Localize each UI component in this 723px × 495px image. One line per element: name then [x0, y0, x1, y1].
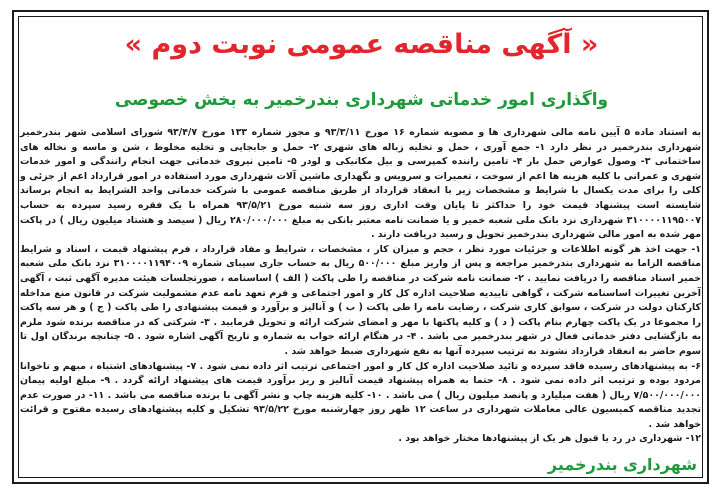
ad-paragraph-conditions-2: ۶- به پیشنهادهای رسیده فاقد سپرده و تائید صلاحیت اداره کل کار و امور اجتماعی ترتیب اثر داده نمی شود . ۷- پیشنهادهای اشتباه ، مبهم و ناخوانا مردود بوده و ترتیب اثر داده نمی شود . ۸- حتما به همراه پیشنهاد قیمت آنالیز و ریز برآورد قیمت های پیشنهاد ارائه گردد . ۹- مبلغ اولیه پیمان ۷/۵۰۰/۰۰۰/۰۰۰ ریال ( هفت میلیارد و پانصد میلیون ریال ) می باشد . ۱۰- کلیه هزینه چاپ و نشر آگهی با برنده مناقصه می باشد . ۱۱- در صورت عدم تجدید مناقصه کمیسیون عالی معاملات شهرداری در ساعت ۱۲ ظهر روز چهارشنبه مورخ ۹۳/۵/۲۲ تشکیل و کلیه پیشنهادهای رسیده مفتوح و قرائت خواهد شد . — [20, 360, 702, 430]
ad-body — [20, 126, 701, 447]
ad-paragraph-intro: به استناد ماده ۵ آیین نامه مالی شهرداری ها و مصوبه شماره ۱۶ مورخ ۹۳/۳/۱۱ و مجوز شماره ۱۳۳ مورخ ۹۳/۴/۷ شورای اسلامی شهر بندرخمیر شهرداری بندرخمیر در نظر دارد ۱- جمع آوری ، حمل و تخلیه زباله های شهری ۲- حمل و جابجایی و تخلیه مخلوط ، شن و ماسه و نخاله های ساختمانی ۳- وصول عوارض حمل بار ۴- تامین راننده کمپرسی و بیل مکانیکی و لودر ۵- تامین نیروی خدماتی جهت انجام رانندگی و امور خدمات شهری و عمرانی با کلیه هزینه ها اعم از سوخت ، تعمیرات و سرویس و نگهداری ماشین آلات شهرداری مورد استفاده در امور قرارداد اعم از جزئی و کلی را برای مدت یکسال با شرایط و مشخصات زیر با انعقاد قرارداد از طریق مناقصه عمومی با شرکت خدماتی واجد الشرایط به انجام برساند شایسته است پیشنهاد قیمت خود را حداکثر تا پایان وقت اداری روز سه شنبه مورخ ۹۳/۵/۲۱ همراه با یک فقره رسید سپرده به حساب ۳۱۰۰۰۰۱۱۹۵۰۰۷ شهرداری نزد بانک ملی شعبه خمیر و یا ضمانت نامه معتبر بانکی به مبلغ ۲۸۰/۰۰۰/۰۰۰ ریال ( سیصد و هشتاد میلیون ریال ) در پاکت مهر شده به امور مالی شهرداری بندرخمیر تحویل و رسید دریافت دارند . — [20, 127, 702, 241]
ad-signature: شهرداری بندرخمیر — [547, 455, 697, 474]
ad-paragraph-final: ۱۲- شهرداری در رد یا قبول هر یک از پیشنهادها مختار خواهد بود . — [398, 433, 701, 445]
ad-subtitle: واگذاری امور خدماتی شهرداری بندرخمیر به بخش خصوصی — [114, 90, 609, 110]
ad-title: « آگهی مناقصه عمومی نوبت دوم » — [124, 29, 599, 60]
ad-paragraph-conditions-1: ۱- جهت اخذ هر گونه اطلاعات و جزئیات مورد نظر ، حجم و میزان کار ، مشخصات ، شرایط و مفاد قرارداد ، فرم پیشنهاد قیمت ، اسناد و شرایط مناقصه الزاما به شهرداری بندرخمیر مراجعه و پس از واریز مبلغ ۵۰۰/۰۰۰ ریال به حساب جاری سیبای شماره ۳۱۰۰۰۰۱۱۹۴۰۰۹ نزد بانک ملی شعبه خمیر اسناد مناقصه را دریافت نمایید . ۲- ضمانت نامه شرکت در مناقصه را طی پاکت ( الف ) اساسنامه ، صورتجلسات هیئت مدیره آگهی ثبت ، آگهی آخرین تغییرات اساسنامه شرکت ، گواهی تاییدیه صلاحیت اداره کل کار و امور اجتماعی و فرم تعهد نامه عدم مشمولیت شرکت در قانون منع مداخله کارکنان دولت در شرکت ، سوابق کاری شرکت ، رضایت نامه را طی پاکت ( ب ) و آنالیز و برآورد و قیمت پیشنهادی را طی پاکت ( ج ) و هر سه پاکت را مجموعا در یک پاکت چهارم بنام پاکت ( د ) و کلیه پاکتها با مهر و امضای شرکت ارائه و تحویل فرمایید . ۳- شرکتی که در مناقصه برنده شود ملزم به بازگشایی دفتر خدماتی فعال در شهر بندرخمیر می باشد . ۴- در هنگام ارائه جواب به شماره و تاریخ آگهی اشاره شود . ۵- چنانچه برندگان اول تا سوم حاضر به انعقاد قرارداد نشوند به ترتیب سپرده آنها به نفع شهرداری ضبط خواهد شد . — [20, 243, 701, 357]
